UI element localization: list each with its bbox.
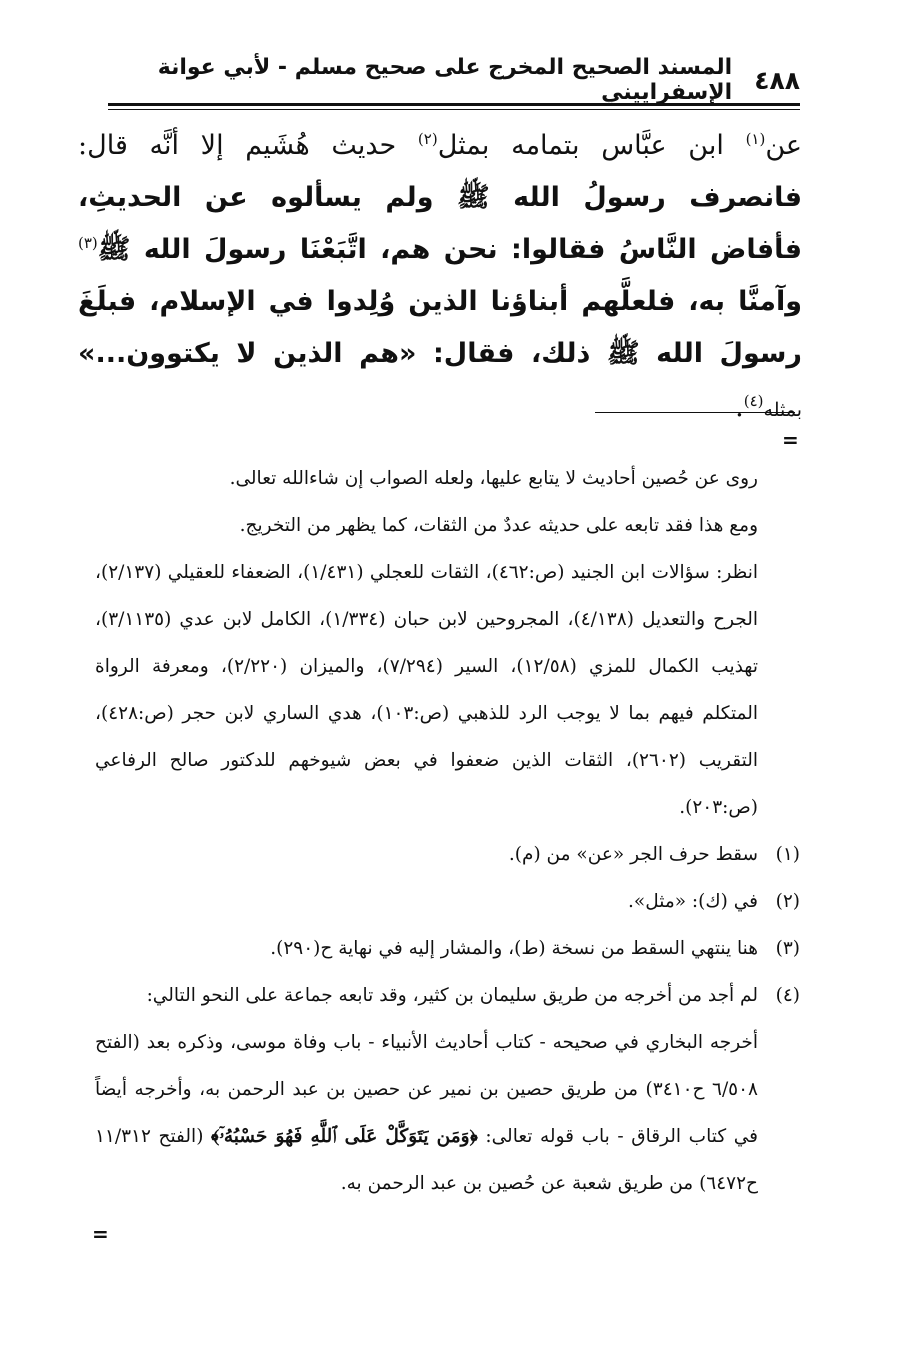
footnote-continuation: ومع هذا فقد تابعه على حديثه عددٌ من الثقات، كما يظهر من التخريج. (239, 515, 758, 536)
main-text (78, 120, 802, 436)
footnote-continuation: روى عن حُصين أحاديث لا يتابع عليها، ولعله الصواب إن شاءالله تعالى. (229, 468, 758, 489)
footnote-text: لم أجد من أخرجه من طريق سليمان بن كثير، وقد تابعه جماعة على النحو التالي: (146, 985, 758, 1006)
footnote-text: سقط حرف الجر «عن» من (م). (508, 844, 758, 865)
main-text-segment: بمثله (763, 399, 802, 421)
hadith-text: وآمنَّا به، فلعلَّهم أبناؤنا الذين وُلِدوا في الإسلام، فبلَغَ رسولَ الله ﷺ ذلك، فقال: (78, 286, 802, 369)
main-text-segment: حديث هُشَيم إلا أنَّه قال: (78, 130, 418, 161)
footnote-ref-4: (٤) (743, 392, 764, 410)
hadith-quote: «هم الذين لا يكتوون...» (78, 338, 417, 369)
main-text-segment: ابن عبَّاس بتمامه بمثل (437, 130, 746, 161)
footnote-ref-2: (٢) (417, 130, 438, 148)
continuation-marker-top: = (782, 428, 799, 452)
hadith-text: فانصرف رسولُ الله ﷺ ولم يسألوه عن الحديثِ، فأفاض النَّاسُ فقالوا: نحن هم، اتَّبَعْنَا رسولَ الله ﷺ (78, 182, 802, 265)
main-text-segment: عن (765, 130, 803, 161)
footnote-text: في (ك): «مثل». (628, 891, 758, 912)
footnote-text: هنا ينتهي السقط من نسخة (ط)، والمشار إليه في نهاية ح(٢٩٠). (270, 938, 758, 959)
main-text-segment: . (735, 392, 744, 423)
footnote-continuation: انظر: سؤالات ابن الجنيد (ص:٤٦٢)، الثقات للعجلي (١/٤٣١)، الضعفاء للعقيلي (٢/١٣٧)، الجرح والتعديل (٤/١٣٨)، المجروحين لابن حبان (١/٣٣٤)، الكامل لابن عدي (٣/١١٣٥)، تهذيب الكمال للمزي (١٢/٥٨)، السير (٧/٢٩٤)، والميزان (٢/٢٢٠)، ومعرفة الرواة المتكلم فيهم بما لا يوجب الرد للذهبي (ص:١٠٣)، هدي الساري لابن حجر (ص:٤٢٨)، التقريب (٢٦٠٢)، الثقات الذين ضعفوا في بعض شيوخهم للدكتور صالح الرفاعي (ص:٢٠٣). (95, 562, 758, 818)
footnote-number: (٤) (775, 985, 800, 1006)
footnote-separator (595, 412, 795, 413)
footnote-text: (الفتح ١١/٣١٢ ح٦٤٧٢) من طريق شعبة عن حُصين بن عبد الرحمن به. (95, 1126, 758, 1194)
footnote-number: (١) (775, 844, 800, 865)
continuation-marker-bottom: = (92, 1222, 109, 1246)
running-title: المسند الصحيح المخرج على صحيح مسلم - لأبي عوانة الإسفراييني (157, 55, 733, 105)
footnote-item (95, 878, 800, 925)
footnote-number: (٢) (775, 891, 800, 912)
footnote-ref-3: (٣) (78, 234, 98, 252)
header-rule (108, 103, 800, 110)
footnote-item (95, 972, 800, 1019)
quran-verse: ﴿وَمَن يَتَوَكَّلْ عَلَى ٱللَّهِ فَهُوَ حَسْبُهُۥٓ﴾ (211, 1126, 478, 1147)
page-number: ٤٨٨ (754, 65, 800, 95)
page-header (110, 55, 800, 105)
footnotes (95, 455, 800, 1207)
footnote-ref-1: (١) (745, 130, 766, 148)
footnote-text: أخرجه البخاري في صحيحه - كتاب أحاديث الأنبياء - باب وفاة موسى، وذكره بعد (الفتح ٦/٥٠٨ ح٣٤١٠) من طريق حصين بن نمير عن حصين بن عبد الرحمن به، وأخرجه أيضاً في كتاب الرقاق - باب قوله تعالى: (95, 1032, 758, 1147)
footnote-4-continuation (95, 1019, 800, 1207)
footnote-item (95, 925, 800, 972)
footnote-item (95, 831, 800, 878)
footnote-number: (٣) (775, 938, 800, 959)
